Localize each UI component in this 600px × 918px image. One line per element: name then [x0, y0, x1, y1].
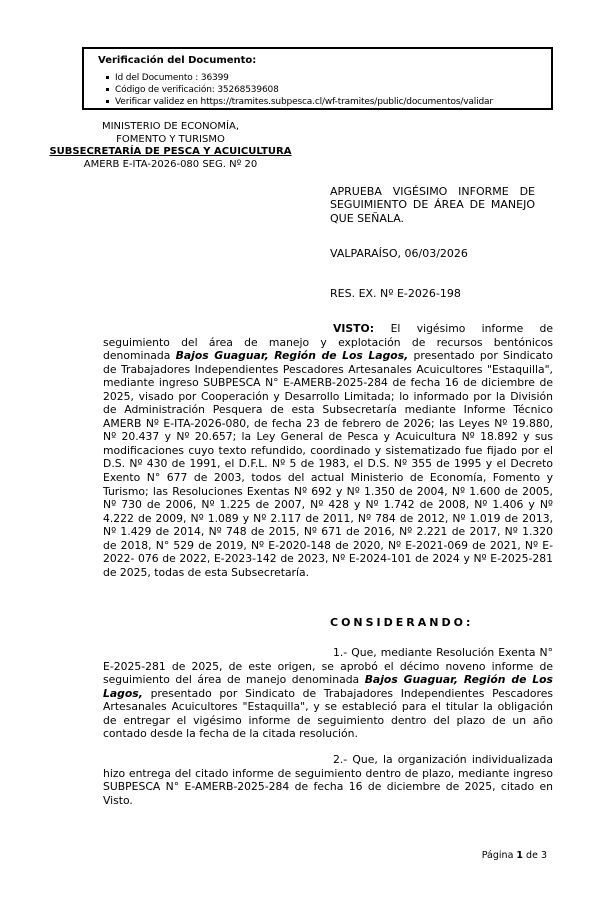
considerando-item-2: 2.- Que, la organización individualizada hizo entrega del citado informe de seguimiento dentro de plazo, mediante ingreso SUBPESCA N° E-AMERB-2025-284 de fecha 16 de diciembre de 2025, citado en Visto. — [103, 753, 553, 807]
list-item — [98, 84, 545, 96]
ministry-line-1: MINISTERIO DE ECONOMÍA, — [101, 121, 240, 132]
verification-list — [98, 72, 545, 108]
ministry-line-2: FOMENTO Y TURISMO — [116, 133, 225, 145]
place-date: VALPARAÍSO, 06/03/2026 — [330, 247, 468, 260]
validation-url: Verificar validez en https://tramites.subpesca.cl/wf-tramites/public/documentos/validar — [115, 97, 493, 107]
letterhead — [28, 121, 313, 171]
visto-paragraph: VISTO: El vigésimo informe de seguimiento del área de manejo y explotación de recursos bentónicos denominada Bajos Guaguar, Región de Los Lagos, presentado por Sindicato de Trabajadores Independientes Pescadores Artesanales Acuicultores "Estaquilla", mediante ingreso SUBPESCA N° E-AMERB-2025-284 de fecha 16 de diciembre de 2025, visado por Cooperación y Desarrollo Limitada; lo informado por la División de Administración Pesquera de esta Subsecretaría mediante Informe Técnico AMERB Nº E-ITA-2026-080, de fecha 23 de febrero de 2026; las Leyes Nº 19.880, Nº 20.437 y Nº 20.657; la Ley General de Pesca y Acuicultura Nº 18.892 y sus modificaciones cuyo texto refundido, coordinado y sistematizado fue fijado por el D.S. Nº 430 de 1991, el D.F.L. Nº 5 de 1983, el D.S. Nº 355 de 1995 y el Decreto Exento N° 677 de 2003, todos del actual Ministerio de Economía, Fomento y Turismo; las Resoluciones Exentas Nº 692 y Nº 1.350 de 2004, Nº 1.600 de 2005, Nº 730 de 2006, Nº 1.225 de 2007, Nº 428 y Nº 1.742 de 2008, Nº 1.406 y Nº 4.222 de 2009, Nº 1.089 y Nº 2.117 de 2011, Nº 784 de 2012, Nº 1.019 de 2013, Nº 1.429 de 2014, Nº 748 de 2015, Nº 671 de 2016, Nº 2.221 de 2017, Nº 1.320 de 2018, N° 529 de 2019, Nº E-2020-148 de 2020, Nº E-2021-069 de 2021, Nº E-2022- 076 de 2022, E-2023-142 de 2023, Nº E-2024-101 de 2024 y Nº E-2025-281 de 2025, todas de esta Subsecretaría. — [103, 322, 553, 579]
resolution-subject: APRUEBA VIGÉSIMO INFORME DE SEGUIMIENTO DE ÁREA DE MANEJO QUE SEÑALA. — [330, 185, 535, 225]
bullet-icon — [106, 76, 109, 79]
verification-box — [82, 47, 553, 110]
considerando-heading: CONSIDERANDO: — [330, 616, 474, 629]
bullet-icon — [106, 88, 109, 91]
resolution-number: RES. EX. Nº E-2026-198 — [330, 287, 461, 300]
considerando-item-1: 1.- Que, mediante Resolución Exenta N° E-2025-281 de 2025, de este origen, se aprobó el décimo noveno informe de seguimiento del área de manejo denominada Bajos Guaguar, Región de Los Lagos, presentado por Sindicato de Trabajadores Independientes Pescadores Artesanales Acuicultores "Estaquilla", y se estableció para el titular la obligación de entregar el vigésimo informe de seguimiento dentro del plazo de un año contado desde la fecha de la citada resolución. — [103, 646, 553, 741]
bullet-icon — [106, 100, 109, 103]
list-item — [98, 96, 545, 108]
verification-code: Código de verificación: 35268539608 — [115, 85, 279, 95]
subsecretaria-title: SUBSECRETARÍA DE PESCA Y ACUICULTURA — [49, 146, 292, 157]
amerb-reference: AMERB E-ITA-2026-080 SEG. Nº 20 — [83, 158, 258, 170]
list-item — [98, 72, 545, 84]
document-id: Id del Documento : 36399 — [115, 73, 229, 83]
verification-title: Verificación del Documento: — [98, 55, 257, 66]
page-number: Página 1 de 3 — [481, 850, 547, 861]
